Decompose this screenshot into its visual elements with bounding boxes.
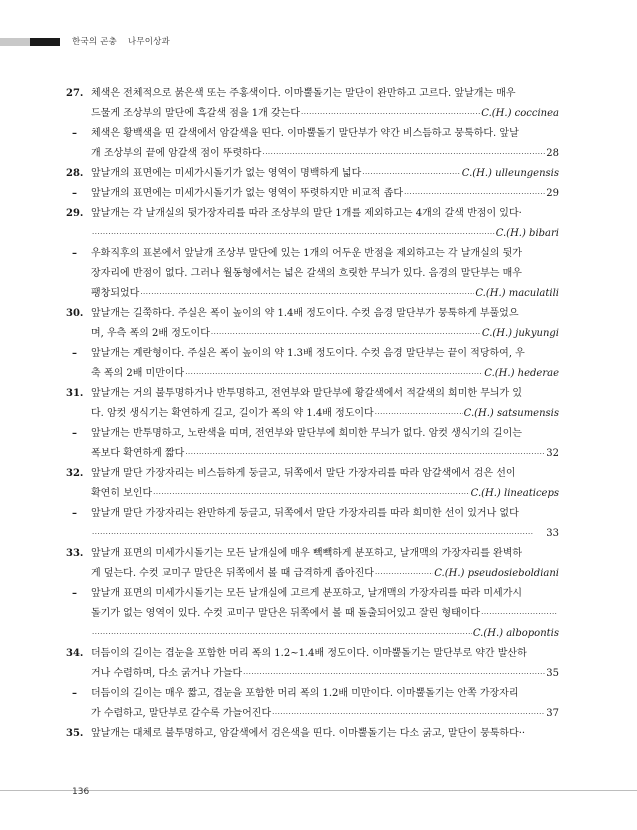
line-content: [91, 444, 559, 464]
couplet-number: 33.: [66, 548, 84, 559]
line-text: 앞날개의 표면에는 미세가시돌기가 없는 영역이 뚜렷하지만 비교적 좁다: [91, 188, 404, 199]
alternative-dash: –: [72, 348, 77, 359]
alternative-dash: –: [72, 248, 77, 259]
dot-leader: [92, 524, 545, 544]
line-content: [91, 84, 559, 104]
key-line: [0, 484, 637, 504]
key-line: [0, 704, 637, 724]
line-content: [91, 384, 559, 404]
line-target: 29: [546, 188, 559, 199]
dot-leader: [153, 484, 470, 504]
line-content: [91, 124, 559, 144]
key-line: [0, 504, 637, 524]
line-content: [91, 464, 559, 484]
dot-leader: [481, 604, 558, 624]
line-target: C.(H.) satsumensis: [463, 408, 559, 419]
line-text: 팽창되었다: [91, 288, 140, 299]
key-line: [0, 584, 637, 604]
line-text: 앞날개 표면의 미세가시돌기는 모든 날개실에 고르게 분포하고, 날개맥의 가장자리를 따라 미세가시: [91, 588, 523, 599]
line-content: [91, 144, 559, 164]
header-book-title: 한국의 곤충: [72, 37, 117, 47]
key-line: [0, 644, 637, 664]
line-target: C.(H.) hederae: [484, 368, 559, 379]
line-content: [91, 504, 559, 524]
key-line: [0, 144, 637, 164]
line-text: 돌기가 없는 영역이 있다. 수컷 교미구 말단은 뒤쪽에서 볼 때 돌출되어있고 잘린 형태이다: [91, 608, 481, 619]
line-text: 다. 암컷 생식기는 확연하게 길고, 길이가 폭의 약 1.4배 정도이다: [91, 408, 374, 419]
line-content: [91, 424, 559, 444]
dot-leader: [92, 624, 472, 644]
line-text: 장자리에 반점이 없다. 그러나 월동형에서는 넓은 갈색의 흐릿한 무늬가 있다. 음경의 말단부는 매우: [91, 268, 522, 279]
line-content: [91, 484, 559, 504]
line-text: 앞날개는 길쭉하다. 주실은 폭이 높이의 약 1.4배 정도이다. 수컷 음경 말단부가 뭉툭하게 부풀었으: [91, 308, 519, 319]
line-content: [91, 704, 559, 724]
key-line: [0, 684, 637, 704]
key-line: [0, 464, 637, 484]
line-text: 앞날개는 거의 불투명하거나 반투명하고, 전연부와 말단부에 황갈색에서 적갈색의 희미한 무늬가 있: [91, 388, 523, 399]
couplet-number: 32.: [66, 468, 84, 479]
page-number: 136: [72, 787, 90, 797]
alternative-dash: –: [72, 428, 77, 439]
key-line: [0, 604, 637, 624]
dot-leader: [375, 564, 433, 584]
line-text: 앞날개는 대체로 불투명하고, 암갈색에서 검은색을 띤다. 이마뿔돌기는 다소 굵고, 말단이 뭉툭하다··: [91, 728, 526, 739]
line-target: 33: [546, 528, 559, 539]
key-line: [0, 264, 637, 284]
key-line: [0, 404, 637, 424]
header-bar-gray: [0, 38, 30, 46]
line-content: [91, 584, 559, 604]
alternative-dash: –: [72, 128, 77, 139]
running-header: [72, 35, 178, 47]
line-text: 개 조상부의 끝에 암갈색 점이 뚜렷하다: [91, 148, 262, 159]
dot-leader: [272, 704, 545, 724]
line-target: C.(H.) lineaticeps: [470, 488, 559, 499]
key-line: [0, 444, 637, 464]
key-line: [0, 284, 637, 304]
dot-leader: [375, 404, 463, 424]
line-text: 앞날개의 표면에는 미세가시돌기가 없는 영역이 명백하게 넓다: [91, 168, 362, 179]
line-target: C.(H.) pseudosieboldiani: [434, 568, 559, 579]
key-line: [0, 524, 637, 544]
key-line: [0, 184, 637, 204]
dot-leader: [301, 104, 480, 124]
couplet-number: 29.: [66, 208, 84, 219]
alternative-dash: –: [72, 508, 77, 519]
dot-leader: [243, 664, 545, 684]
key-line: [0, 104, 637, 124]
key-line: [0, 364, 637, 384]
line-text: 앞날개는 반투명하고, 노란색을 띠며, 전연부와 말단부에 희미한 무늬가 없다. 암컷 생식기의 길이는: [91, 428, 522, 439]
line-content: [91, 264, 559, 284]
dot-leader: [140, 284, 474, 304]
footer-rule: [0, 790, 637, 791]
line-content: [91, 244, 559, 264]
line-text: 축 폭의 2배 미만이다: [91, 368, 185, 379]
key-line: [0, 84, 637, 104]
key-line: [0, 384, 637, 404]
line-text: 체색은 전체적으로 붉은색 또는 주홍색이다. 이마뿔돌기는 말단이 완만하고 고르다. 앞날개는 매우: [91, 88, 516, 99]
line-text: 앞날개 표면의 미세가시돌기는 모든 날개실에 매우 빽빽하게 분포하고, 날개맥의 가장자리를 완벽하: [91, 548, 523, 559]
line-content: [91, 184, 559, 204]
key-line: [0, 164, 637, 184]
line-content: [91, 564, 559, 584]
line-text: 게 덮는다. 수컷 교미구 말단은 뒤쪽에서 볼 때 급격하게 좁아진다: [91, 568, 374, 579]
line-target: 35: [546, 668, 559, 679]
header-bar-black: [30, 38, 60, 46]
line-content: [91, 324, 559, 344]
key-line: [0, 664, 637, 684]
line-text: 확연히 보인다: [91, 488, 153, 499]
key-line: [0, 244, 637, 264]
line-text: 우화직후의 표본에서 앞날개 조상부 말단에 있는 1개의 어두운 반점을 제외하고는 각 날개실의 뒷가: [91, 248, 522, 259]
line-content: [91, 524, 559, 544]
line-text: 거나 수렴하며, 다소 굵거나 가늘다: [91, 668, 243, 679]
dot-leader: [404, 184, 545, 204]
key-line: [0, 304, 637, 324]
dot-leader: [362, 164, 461, 184]
couplet-number: 28.: [66, 168, 84, 179]
couplet-number: 31.: [66, 388, 84, 399]
key-line: [0, 344, 637, 364]
line-text: 며, 우측 폭의 2배 정도이다: [91, 328, 210, 339]
line-target: C.(H.) maculatili: [475, 288, 559, 299]
line-content: [91, 344, 559, 364]
alternative-dash: –: [72, 688, 77, 699]
key-line: [0, 324, 637, 344]
line-content: [91, 724, 559, 744]
line-content: [91, 224, 559, 244]
line-content: [91, 404, 559, 424]
couplet-number: 35.: [66, 728, 84, 739]
key-line: [0, 424, 637, 444]
line-target: C.(H.) bibari: [495, 228, 559, 239]
key-line: [0, 124, 637, 144]
header-section-title: 나무이상과: [127, 37, 170, 47]
line-content: [91, 164, 559, 184]
line-content: [91, 664, 559, 684]
line-content: [91, 304, 559, 324]
alternative-dash: –: [72, 588, 77, 599]
key-line: [0, 224, 637, 244]
couplet-number: 30.: [66, 308, 84, 319]
line-text: 폭보다 확연하게 짧다: [91, 448, 185, 459]
key-line: [0, 624, 637, 644]
dot-leader: [185, 444, 545, 464]
dot-leader: [92, 224, 495, 244]
line-target: C.(H.) coccinea: [481, 108, 559, 119]
dot-leader: [262, 144, 545, 164]
line-text: 앞날개는 계란형이다. 주실은 폭이 높이의 약 1.3배 정도이다. 수컷 음경 말단부는 끝이 적당하여, 우: [91, 348, 525, 359]
line-target: C.(H.) ulleungensis: [461, 168, 559, 179]
line-target: 37: [546, 708, 559, 719]
line-target: C.(H.) jukyungi: [481, 328, 559, 339]
couplet-number: 34.: [66, 648, 84, 659]
line-target: C.(H.) albopontis: [472, 628, 559, 639]
line-text: 앞날개 말단 가장자리는 비스듬하게 둥글고, 뒤쪽에서 말단 가장자리를 따라 암갈색에서 검은 선이: [91, 468, 516, 479]
line-content: [91, 684, 559, 704]
key-line: [0, 564, 637, 584]
line-text: 더듬이의 길이는 겹눈을 포함한 머리 폭의 1.2~1.4배 정도이다. 이마뿔돌기는 말단부로 약간 발산하: [91, 648, 527, 659]
line-target: 32: [546, 448, 559, 459]
alternative-dash: –: [72, 188, 77, 199]
line-text: 앞날개는 각 날개실의 뒷가장자리를 따라 조상부의 말단 1개를 제외하고는 4개의 갈색 반점이 있다·: [91, 208, 522, 219]
line-text: 앞날개 말단 가장자리는 완만하게 둥글고, 뒤쪽에서 말단 가장자리를 따라 희미한 선이 있거나 없다: [91, 508, 519, 519]
line-content: [91, 604, 559, 624]
key-line: [0, 204, 637, 224]
line-content: [91, 544, 559, 564]
key-line: [0, 724, 637, 744]
line-content: [91, 104, 559, 124]
line-content: [91, 284, 559, 304]
line-content: [91, 624, 559, 644]
line-content: [91, 364, 559, 384]
line-text: 드물게 조상부의 말단에 흑갈색 점을 1개 갖는다: [91, 108, 300, 119]
line-text: 더듬이의 길이는 매우 짧고, 겹눈을 포함한 머리 폭의 1.2배 미만이다. 이마뿔돌기는 안쪽 가장자리: [91, 688, 519, 699]
line-target: 28: [546, 148, 559, 159]
line-text: 가 수렴하고, 말단부로 갈수록 가늘어진다: [91, 708, 272, 719]
key-line: [0, 544, 637, 564]
line-content: [91, 204, 559, 224]
couplet-number: 27.: [66, 88, 84, 99]
line-text: 체색은 황백색을 띤 갈색에서 암갈색을 띤다. 이마뿔돌기 말단부가 약간 비스듬하고 뭉툭하다. 앞날: [91, 128, 519, 139]
dot-leader: [185, 364, 483, 384]
dot-leader: [211, 324, 481, 344]
line-content: [91, 644, 559, 664]
